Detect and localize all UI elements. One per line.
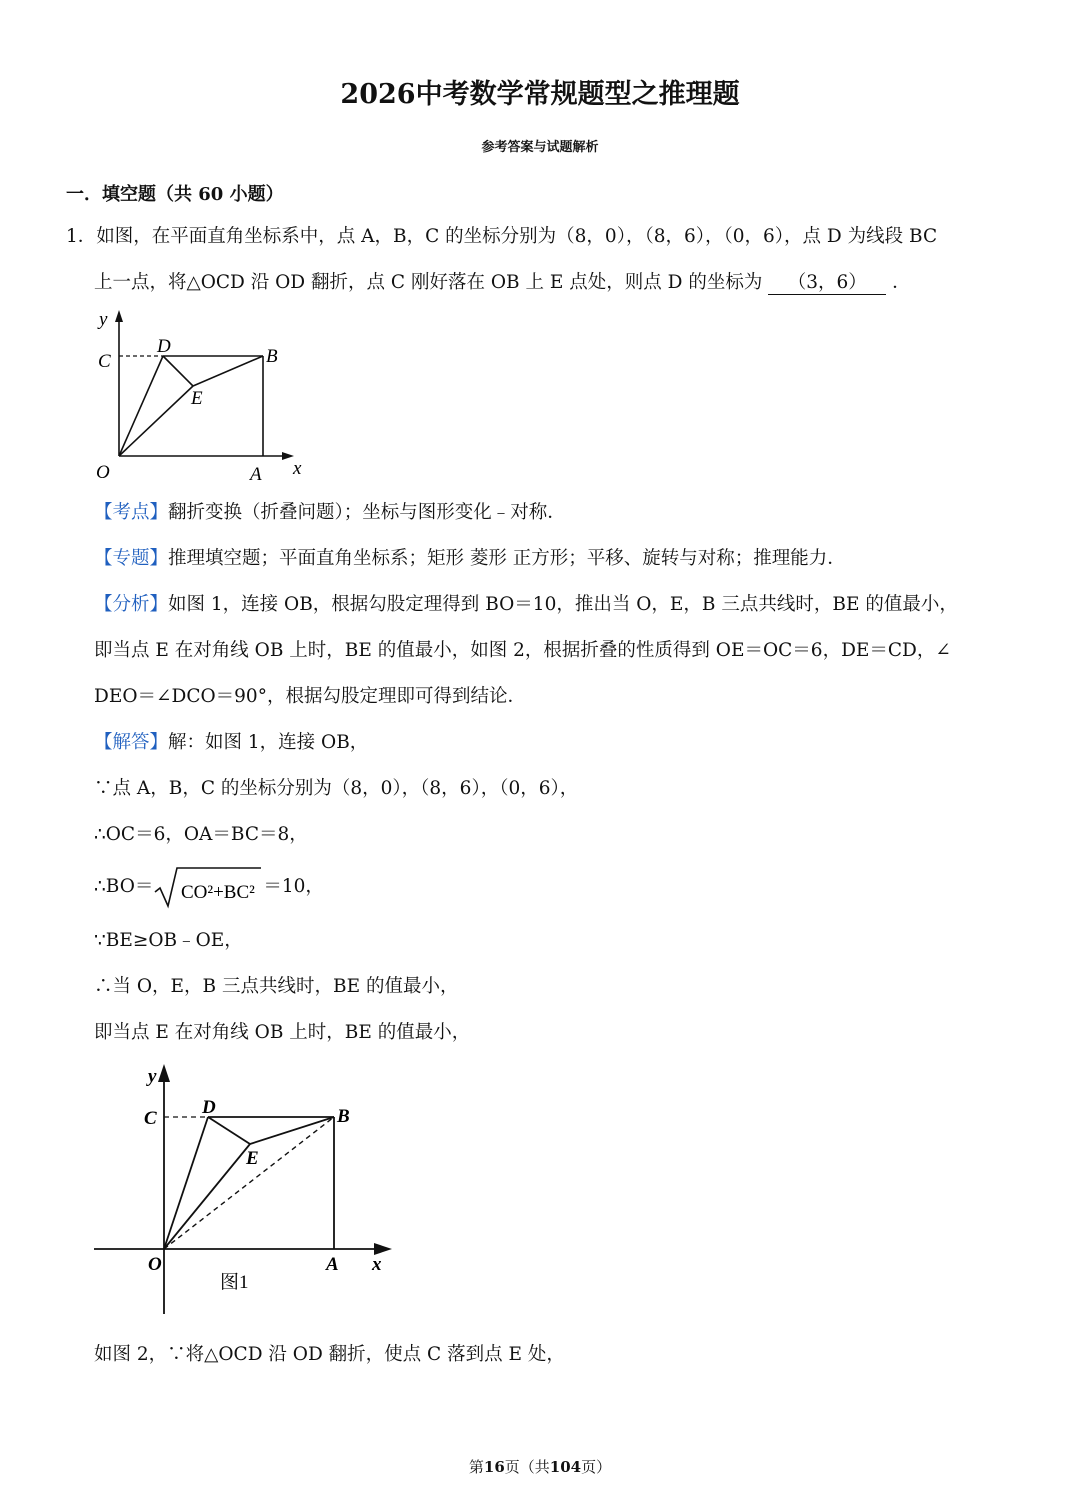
page-footer <box>0 1456 1080 1477</box>
fenxi-tag: 【分析】 <box>94 594 169 615</box>
zhuanti-text: 推理填空题；平面直角坐标系；矩形 菱形 正方形；平移、旋转与对称；推理能力． <box>168 548 846 569</box>
figure-2-label-a: A <box>326 1254 339 1275</box>
bo-suffix: ＝10， <box>263 875 324 897</box>
figure-1-label-b: B <box>266 346 278 367</box>
figure-1-de-segment <box>163 356 193 386</box>
figure-1-label-d: D <box>157 336 171 357</box>
figure-2-oe-segment <box>164 1144 250 1249</box>
figure-2-de-segment <box>208 1117 250 1144</box>
footer-page-number: 16 <box>483 1458 505 1476</box>
figure-2-label-c: C <box>144 1108 157 1129</box>
solution-line: ∴OC＝6，OA＝BC＝8， <box>94 824 308 845</box>
figure-2-label-o: O <box>148 1254 162 1275</box>
figure-2-label-y: y <box>148 1066 157 1087</box>
question-end: ． <box>892 272 911 293</box>
figure-2-caption: 图1 <box>220 1272 249 1293</box>
figure-2-label-d: D <box>202 1097 216 1118</box>
figure-2-label-x: x <box>372 1254 382 1275</box>
bo-prefix: ∴BO＝ <box>94 875 154 897</box>
figure-2 <box>86 1060 406 1320</box>
solution-line: ∴当 O，E，B 三点共线时，BE 的值最小， <box>94 976 459 997</box>
figure-1-y-arrow <box>115 310 123 322</box>
figure-2-od-segment <box>164 1117 208 1249</box>
footer-mid: 页（共 <box>504 1458 550 1476</box>
jieda-text: 解：如图 1，连接 OB， <box>168 732 369 753</box>
solution-last-line: 如图 2，∵将△OCD 沿 OD 翻折，使点 C 落到点 E 处， <box>94 1344 565 1365</box>
figure-2-ob-dashed <box>164 1117 334 1249</box>
question-line-1 <box>66 228 937 247</box>
kaodian-tag: 【考点】 <box>94 502 169 523</box>
fenxi-line-1 <box>94 596 958 615</box>
page-subtitle: 参考答案与试题解析 <box>481 140 599 155</box>
question-number: 1． <box>66 226 97 247</box>
zhuanti-line <box>94 550 846 569</box>
answer-blank: （3，6） <box>768 274 886 295</box>
solution-line: ∵BE≥OB﹣OE， <box>94 930 243 951</box>
figure-1-label-o: O <box>96 462 110 483</box>
figure-2-label-e: E <box>246 1148 259 1169</box>
fenxi-line-3: DEO＝∠DCO＝90°，根据勾股定理即可得到结论． <box>94 686 526 707</box>
figure-1-label-y: y <box>99 309 108 330</box>
question-line-2 <box>94 274 911 295</box>
figure-1-label-x: x <box>293 458 302 479</box>
solution-sqrt-line <box>94 864 324 910</box>
kaodian-line <box>94 504 566 523</box>
figure-2-label-b: B <box>337 1106 350 1127</box>
question-text-2: 上一点，将△OCD 沿 OD 翻折，点 C 刚好落在 OB 上 E 点处，则点 D 的坐标为 <box>94 272 763 293</box>
figure-1-label-c: C <box>98 351 111 372</box>
kaodian-text: 翻折变换（折叠问题）；坐标与图形变化﹣对称． <box>168 502 566 523</box>
jieda-tag: 【解答】 <box>94 732 169 753</box>
solution-line: 即当点 E 在对角线 OB 上时，BE 的值最小， <box>94 1022 471 1043</box>
figure-2-y-arrow <box>158 1064 170 1082</box>
figure-1-label-a: A <box>250 464 262 485</box>
footer-total-pages: 104 <box>549 1458 582 1476</box>
figure-2-eb-segment <box>250 1117 334 1144</box>
page-title: 2026中考数学常规题型之推理题 <box>340 79 740 110</box>
fenxi-text-1: 如图 1，连接 OB，根据勾股定理得到 BO＝10，推出当 O，E，B 三点共线时，BE 的值最小， <box>168 594 958 615</box>
figure-1-eb-segment <box>193 356 263 386</box>
figure-1-od-segment <box>119 356 163 456</box>
jieda-line <box>94 734 368 753</box>
fenxi-line-2: 即当点 E 在对角线 OB 上时，BE 的值最小，如图 2，根据折叠的性质得到 OE＝OC＝6，DE＝CD，∠ <box>94 640 951 661</box>
figure-1-oe-segment <box>119 386 193 456</box>
section-heading: 一．填空题（共 60 小题） <box>66 184 284 205</box>
solution-line: ∵点 A，B，C 的坐标分别为（8，0），（8，6），（0，6）， <box>94 778 579 799</box>
footer-pre: 第 <box>468 1458 484 1476</box>
footer-post: 页） <box>581 1458 612 1476</box>
figure-1-label-e: E <box>191 388 203 409</box>
sqrt-formula <box>153 864 263 910</box>
sqrt-expression: CO²+BC² <box>181 882 256 903</box>
zhuanti-tag: 【专题】 <box>94 548 169 569</box>
question-text-1: 如图，在平面直角坐标系中，点 A，B，C 的坐标分别为（8，0），（8，6），（0，6），点 D 为线段 BC <box>96 226 938 247</box>
figure-1 <box>86 306 326 492</box>
